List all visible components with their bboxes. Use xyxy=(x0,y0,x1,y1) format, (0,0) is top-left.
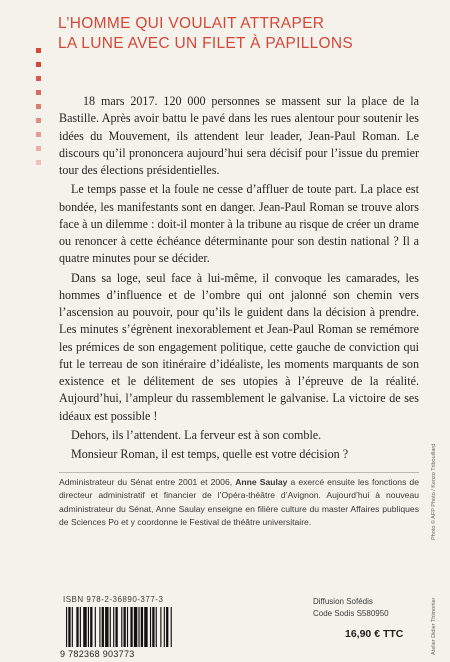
title-line-2: LA LUNE AVEC UN FILET À PAPILLONS xyxy=(58,35,354,52)
summary-paragraph: Dans sa loge, seul face à lui-même, il convoque les camarades, les hommes d’influence et de l’ombre qui ont jalonné son chemin vers l’ascension au pouvoir, pour qu’ils le guident dans la décision à prendre. Les minutes s’égrènent inexorablement et Jean-Paul Roman se remémore les prémices de son engagement politique, cette gauche de conviction qui fut le terreau de son itinéraire d’idéaliste, les moments marquants de son existence et le délitement de ses utopies à l’épreuve de la réalité. Aujourd’hui, l’ampleur du rassemblement le galvanise. La victoire de ses idéaux est possible ! xyxy=(59,270,419,423)
square-icon xyxy=(36,132,41,137)
isbn: ISBN 978-2-36890-377-3 xyxy=(63,595,164,604)
bio-text: a exercé ensuite les fonctions de directeur administratif et financier de l’Opéra-théâtre d’Avignon. Aujourd’hui à nouveau administrateur du Sénat, Anne Saulay enseigne en filière culture du master Affaires publiques de Sciences Po et y coordonne le Festival de théâtre universitaire. xyxy=(59,477,419,528)
barcode-icon xyxy=(60,607,210,651)
sodis-code: Code Sodis S580950 xyxy=(313,609,389,618)
bio-text: Administrateur du Sénat entre 2001 et 2006, xyxy=(59,477,236,487)
summary-paragraph: Monsieur Roman, il est temps, quelle est votre décision ? xyxy=(71,447,349,461)
summary-paragraph: Dehors, ils l’attendent. La ferveur est à son comble. xyxy=(71,427,322,442)
distributor: Diffusion Sofédis xyxy=(313,597,373,606)
divider xyxy=(59,472,419,473)
square-icon xyxy=(36,118,41,123)
author-name: Anne Saulay xyxy=(235,477,288,487)
decorative-squares xyxy=(36,48,42,174)
square-icon xyxy=(36,48,41,53)
square-icon xyxy=(36,104,41,109)
back-cover-summary xyxy=(59,93,419,465)
author-bio xyxy=(59,476,419,530)
square-icon xyxy=(36,160,41,165)
square-icon xyxy=(36,76,41,81)
design-credit: Atelier Didier Thimonier xyxy=(431,597,437,655)
square-icon xyxy=(36,90,41,95)
barcode-digits: 9 782368 903773 xyxy=(60,649,135,659)
book-title xyxy=(58,14,428,54)
summary-paragraph: 18 mars 2017. 120 000 personnes se massent sur la place de la Bastille. Après avoir battu le pavé dans les rues alentour pour soutenir les idées du Mouvement, ils attendent leur leader, Jean-Paul Roman. Le discours qu’il prononcera aujourd’hui sera décisif pour l’issue du premier tour des élections présidentielles. xyxy=(59,94,419,177)
title-line-1: L’HOMME QUI VOULAIT ATTRAPER xyxy=(58,15,325,32)
square-icon xyxy=(36,146,41,151)
square-icon xyxy=(36,62,41,67)
distribution-info xyxy=(313,596,411,620)
photo-credit: Photo © AFP Photo / Kenzo Tribouillard xyxy=(431,443,437,540)
summary-paragraph: Le temps passe et la foule ne cesse d’affluer de toute part. La place est bondée, les manifestants sont en danger. Jean-Paul Roman se trouve alors face à un dilemme : doit-il monter à la tribune au risque de créer un drame ou renoncer à cette échéance déterminante pour son destin national ? Il a quatre minutes pour se décider. xyxy=(59,182,419,266)
price: 16,90 € TTC xyxy=(345,628,404,640)
